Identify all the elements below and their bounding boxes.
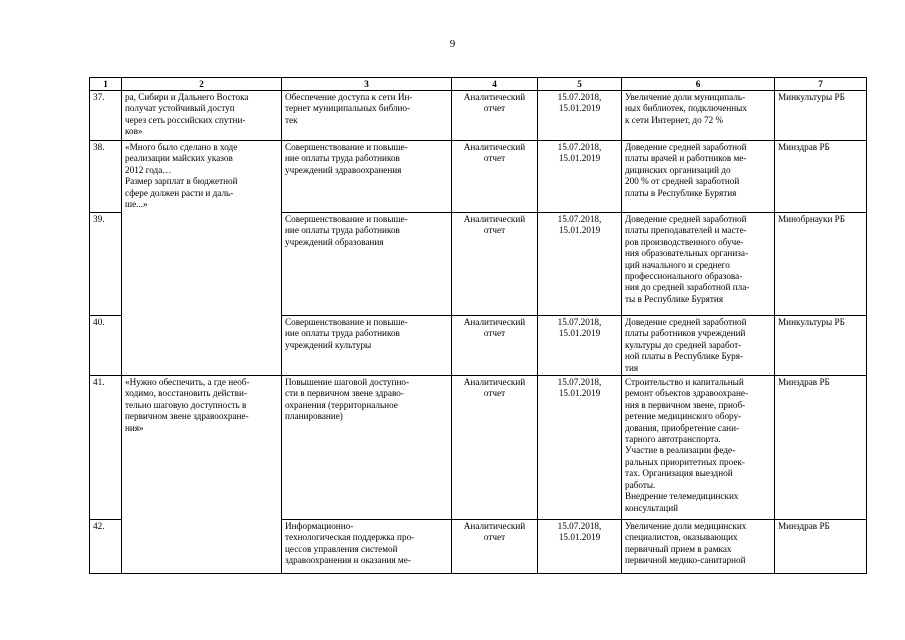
- cell-text-line: 15.07.2018,: [557, 377, 602, 388]
- expected-result-cell: [622, 316, 775, 376]
- cell-text-line: Информационно-: [285, 521, 354, 532]
- cell-text-line: Аналитический: [463, 521, 526, 532]
- cell-text-line: 15.01.2019: [558, 153, 601, 164]
- cell-text-line: ше...»: [125, 199, 148, 210]
- cell-text-line: 15.07.2018,: [557, 92, 602, 102]
- document-table: [89, 77, 867, 574]
- cell-text-line: Внедрение телемедицинских: [625, 491, 739, 502]
- table-row: [90, 91, 867, 141]
- row-number-cell: 37.: [90, 91, 122, 141]
- cell-text-line: отчет: [483, 153, 506, 164]
- cell-text-line: ральных приоритетных проек-: [625, 456, 745, 467]
- cell-text-line: ние оплаты труда работников: [285, 153, 400, 164]
- cell-text-line: ния образовательных организа-: [625, 248, 749, 259]
- cell-text-line: ретение медицинского обору-: [625, 411, 742, 422]
- cell-text-line: охранения (территориальное: [285, 399, 398, 410]
- cell-text-line: учреждений образования: [285, 236, 384, 247]
- speech-quote-cell: [122, 376, 282, 574]
- cell-text-line: отчет: [483, 103, 506, 114]
- deadline-cell: [538, 213, 622, 316]
- cell-text-line: ние оплаты труда работников: [285, 328, 400, 339]
- cell-text-line: тах. Организация выездной: [625, 468, 733, 479]
- cell-text-line: ной платы в Республике Буря-: [625, 351, 744, 362]
- cell-text-line: 15.01.2019: [558, 328, 601, 339]
- cell-text-line: платы врачей и работников ме-: [625, 153, 747, 164]
- table-row: [90, 376, 867, 520]
- cell-text-line: сти в первичном звене здраво-: [285, 388, 404, 399]
- cell-text-line: Повышение шаговой доступно-: [285, 377, 410, 388]
- row-number-cell: 38.: [90, 141, 122, 213]
- row-number-cell: 39.: [90, 213, 122, 316]
- cell-text-line: Аналитический: [463, 142, 526, 152]
- cell-text-line: Аналитический: [463, 377, 526, 388]
- deadline-cell: [538, 376, 622, 520]
- cell-text-line: 15.07.2018,: [557, 317, 602, 327]
- cell-text-line: ходимо, восстановить действи-: [125, 388, 247, 399]
- cell-text-line: 2012 года…: [125, 164, 172, 175]
- cell-text-line: ты в Республике Бурятия: [625, 293, 724, 304]
- cell-text-line: Совершенствование и повыше-: [285, 142, 408, 152]
- report-form-cell: [452, 91, 538, 141]
- cell-text-line: 15.07.2018,: [557, 214, 602, 224]
- measure-cell: [282, 376, 452, 520]
- measure-cell: [282, 141, 452, 213]
- cell-text-line: ния до средней заработной пла-: [625, 282, 750, 293]
- cell-text-line: 15.01.2019: [558, 103, 601, 114]
- cell-text-line: ций начального и среднего: [625, 259, 730, 270]
- report-form-cell: [452, 316, 538, 376]
- cell-text-line: учреждений культуры: [285, 339, 372, 350]
- cell-text-line: Доведение средней заработной: [625, 317, 747, 327]
- table-header-row: [90, 78, 867, 91]
- column-header: 2: [122, 78, 282, 91]
- responsible-cell: Минздрав РБ: [775, 141, 867, 213]
- cell-text-line: ния в первичном звене, приоб-: [625, 399, 746, 410]
- cell-text-line: Обеспечение доступа к сети Ин-: [285, 92, 413, 102]
- cell-text-line: Аналитический: [463, 92, 526, 102]
- cell-text-line: 200 % от средней заработной: [625, 176, 740, 187]
- cell-text-line: технологическая поддержка про-: [285, 532, 415, 543]
- cell-text-line: Доведение средней заработной: [625, 142, 747, 152]
- cell-text-line: тернет муниципальных библио-: [285, 103, 411, 114]
- expected-result-cell: [622, 520, 775, 574]
- responsible-cell: Минобрнауки РБ: [775, 213, 867, 316]
- measure-cell: [282, 520, 452, 574]
- cell-text-line: специалистов, оказывающих: [625, 532, 738, 543]
- responsible-cell: Минздрав РБ: [775, 520, 867, 574]
- row-number-cell: 42.: [90, 520, 122, 574]
- cell-text-line: Совершенствование и повыше-: [285, 317, 408, 327]
- cell-text-line: учреждений здравоохранения: [285, 164, 402, 175]
- table-row: [90, 141, 867, 213]
- cell-text-line: отчет: [483, 388, 506, 399]
- cell-text-line: 15.07.2018,: [557, 142, 602, 152]
- expected-result-cell: [622, 376, 775, 520]
- cell-text-line: 15.01.2019: [558, 388, 601, 399]
- cell-text-line: работы.: [625, 479, 656, 490]
- cell-text-line: Доведение средней заработной: [625, 214, 747, 224]
- cell-text-line: отчет: [483, 328, 506, 339]
- cell-text-line: первичном звене здравоохране-: [125, 411, 249, 422]
- report-form-cell: [452, 141, 538, 213]
- cell-text-line: платы в Республике Бурятия: [625, 187, 737, 198]
- measure-cell: [282, 91, 452, 141]
- cell-text-line: отчет: [483, 532, 506, 543]
- cell-text-line: планирование): [285, 411, 343, 422]
- cell-text-line: культуры до средней заработ-: [625, 339, 742, 350]
- cell-text-line: тельно шаговую доступность в: [125, 399, 247, 410]
- cell-text-line: реализации майских указов: [125, 153, 233, 164]
- cell-text-line: 15.01.2019: [558, 225, 601, 236]
- cell-text-line: ния»: [125, 422, 144, 433]
- row-number-cell: 40.: [90, 316, 122, 376]
- cell-text-line: ров производственного обуче-: [625, 236, 744, 247]
- column-header: 3: [282, 78, 452, 91]
- responsible-cell: Минкультуры РБ: [775, 91, 867, 141]
- cell-text-line: платы преподавателей и масте-: [625, 225, 747, 236]
- report-form-cell: [452, 520, 538, 574]
- measure-cell: [282, 316, 452, 376]
- cell-text-line: Совершенствование и повыше-: [285, 214, 408, 224]
- column-header: 7: [775, 78, 867, 91]
- cell-text-line: отчет: [483, 225, 506, 236]
- cell-text-line: тек: [285, 114, 298, 125]
- cell-text-line: Увеличение доли медицинских: [625, 521, 747, 532]
- responsible-cell: Минкультуры РБ: [775, 316, 867, 376]
- cell-text-line: дицинских организаций до: [625, 164, 731, 175]
- cell-text-line: ков»: [125, 126, 143, 137]
- cell-text-line: «Много было сделано в ходе: [125, 142, 238, 152]
- cell-text-line: цессов управления системой: [285, 543, 398, 554]
- cell-text-line: Размер зарплат в бюджетной: [125, 176, 238, 187]
- cell-text-line: платы работников учреждений: [625, 328, 746, 339]
- measure-cell: [282, 213, 452, 316]
- cell-text-line: ных библиотек, подключенных: [625, 103, 747, 114]
- speech-quote-cell: [122, 91, 282, 141]
- cell-text-line: Аналитический: [463, 317, 526, 327]
- expected-result-cell: [622, 213, 775, 316]
- cell-text-line: сфере должен расти и даль-: [125, 187, 234, 198]
- cell-text-line: профессионального образова-: [625, 271, 743, 282]
- cell-text-line: ра, Сибири и Дальнего Востока: [125, 92, 249, 102]
- deadline-cell: [538, 316, 622, 376]
- column-header: 4: [452, 78, 538, 91]
- responsible-cell: Минздрав РБ: [775, 376, 867, 520]
- cell-text-line: ние оплаты труда работников: [285, 225, 400, 236]
- cell-text-line: «Нужно обеспечить, а где необ-: [125, 377, 250, 388]
- expected-result-cell: [622, 141, 775, 213]
- cell-text-line: ремонт объектов здравоохране-: [625, 388, 749, 399]
- column-header: 1: [90, 78, 122, 91]
- expected-result-cell: [622, 91, 775, 141]
- cell-text-line: тарного автотранспорта.: [625, 434, 721, 445]
- cell-text-line: первичной медико-санитарной: [625, 555, 746, 566]
- cell-text-line: Строительство и капитальный: [625, 377, 744, 388]
- cell-text-line: Участие в реализации феде-: [625, 445, 736, 456]
- row-number-cell: 41.: [90, 376, 122, 520]
- cell-text-line: через сеть российских спутни-: [125, 114, 246, 125]
- deadline-cell: [538, 141, 622, 213]
- cell-text-line: дования, приобретение сани-: [625, 422, 740, 433]
- cell-text-line: консультаций: [625, 502, 679, 513]
- cell-text-line: Увеличение доли муниципаль-: [625, 92, 746, 102]
- column-header: 6: [622, 78, 775, 91]
- cell-text-line: к сети Интернет, до 72 %: [625, 114, 724, 125]
- cell-text-line: Аналитический: [463, 214, 526, 224]
- cell-text-line: 15.07.2018,: [557, 521, 602, 532]
- column-header: 5: [538, 78, 622, 91]
- cell-text-line: здравоохранения и оказания ме-: [285, 555, 411, 566]
- page-number: 9: [449, 38, 456, 50]
- cell-text-line: первичный прием в рамках: [625, 543, 732, 554]
- deadline-cell: [538, 520, 622, 574]
- speech-quote-cell: [122, 141, 282, 376]
- report-form-cell: [452, 376, 538, 520]
- deadline-cell: [538, 91, 622, 141]
- cell-text-line: тия: [625, 362, 639, 373]
- cell-text-line: 15.01.2019: [558, 532, 601, 543]
- report-form-cell: [452, 213, 538, 316]
- cell-text-line: получат устойчивый доступ: [125, 103, 235, 114]
